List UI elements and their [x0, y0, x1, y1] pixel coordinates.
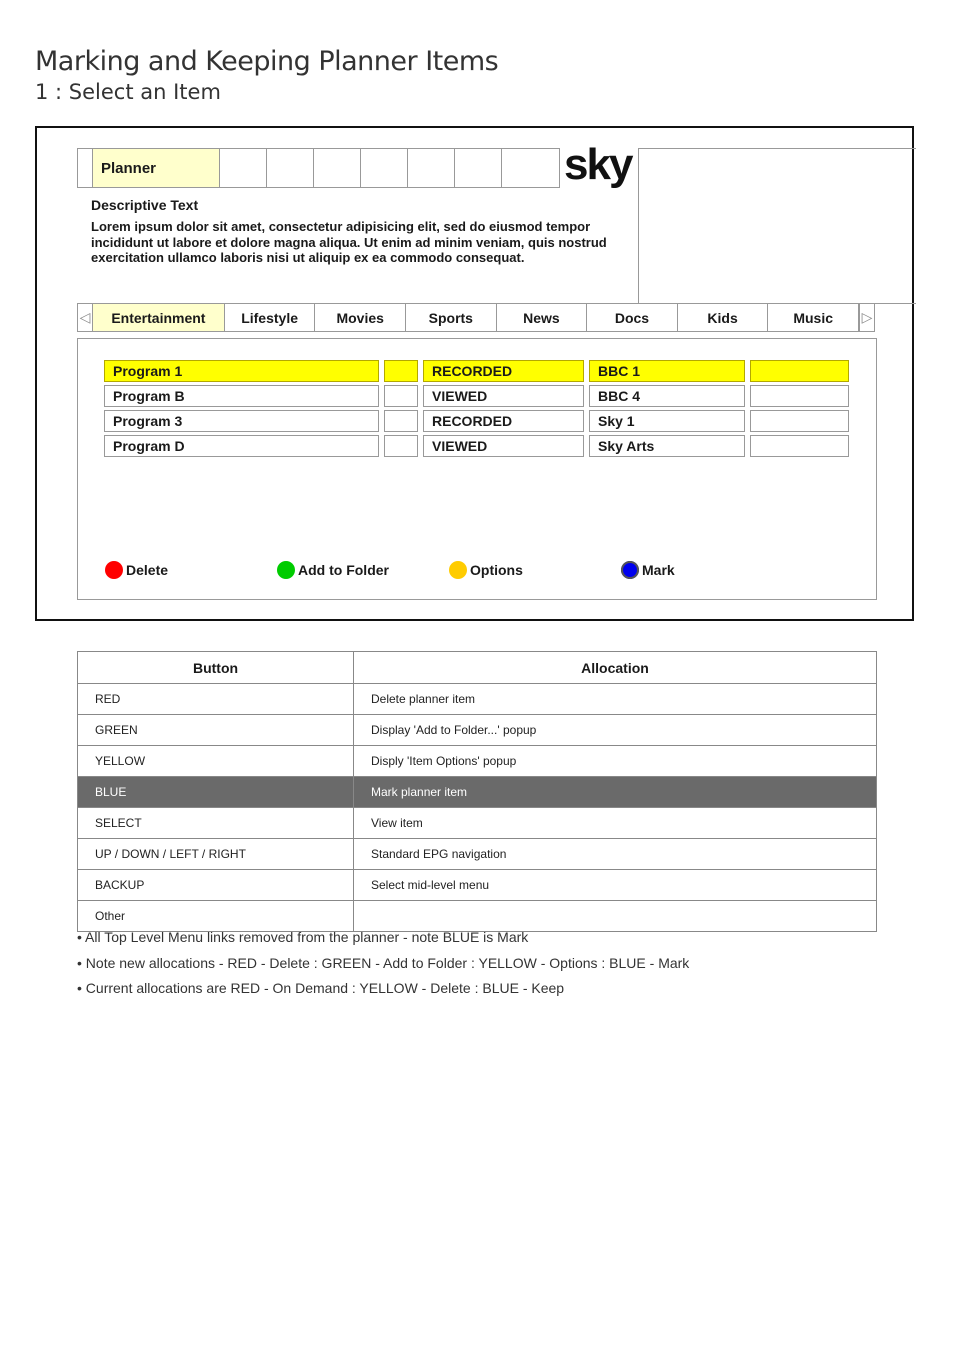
table-row — [78, 901, 877, 932]
allocation-cell: Mark planner item — [354, 777, 877, 808]
table-row-highlighted — [78, 777, 877, 808]
button-cell: GREEN — [78, 715, 354, 746]
tabstrip-lead-cell — [78, 149, 93, 187]
mark-cell — [384, 385, 418, 407]
page-title: Marking and Keeping Planner Items — [35, 46, 499, 77]
description-heading: Descriptive Text — [91, 197, 199, 213]
table-header-row — [78, 652, 877, 684]
chevron-left-icon[interactable]: ◁ — [78, 304, 93, 331]
tab-news[interactable]: News — [497, 304, 588, 331]
extra-cell — [750, 385, 849, 407]
program-channel: Sky Arts — [589, 435, 745, 457]
column-header-allocation: Allocation — [354, 652, 877, 684]
button-cell: BACKUP — [78, 870, 354, 901]
tab-entertainment[interactable]: Entertainment — [93, 304, 225, 331]
tab-movies[interactable]: Movies — [315, 304, 406, 331]
allocation-cell: View item — [354, 808, 877, 839]
tabstrip-empty-cell — [220, 149, 267, 187]
button-cell: BLUE — [78, 777, 354, 808]
program-status: VIEWED — [423, 385, 584, 407]
mark-cell — [384, 410, 418, 432]
add-to-folder-button[interactable] — [277, 561, 389, 579]
allocation-cell — [354, 901, 877, 932]
tabstrip-empty-cell — [502, 149, 548, 187]
blue-dot-icon — [621, 561, 639, 579]
table-row — [78, 746, 877, 777]
mark-button[interactable] — [621, 561, 675, 579]
program-status: RECORDED — [423, 360, 584, 382]
allocation-cell: Display 'Add to Folder...' popup — [354, 715, 877, 746]
tab-sports[interactable]: Sports — [406, 304, 497, 331]
note-item: • Note new allocations - RED - Delete : GREEN - Add to Folder : YELLOW - Options : BLUE - Mark — [77, 954, 690, 971]
tab-docs[interactable]: Docs — [587, 304, 678, 331]
program-title: Program 1 — [104, 360, 379, 382]
yellow-dot-icon — [449, 561, 467, 579]
preview-window — [638, 148, 916, 304]
program-status: VIEWED — [423, 435, 584, 457]
page-subtitle: 1 : Select an Item — [35, 80, 221, 104]
tabstrip-empty-cell — [314, 149, 361, 187]
allocation-table — [77, 651, 877, 932]
table-row — [78, 839, 877, 870]
button-cell: YELLOW — [78, 746, 354, 777]
extra-cell — [750, 435, 849, 457]
extra-cell — [750, 410, 849, 432]
program-channel: BBC 1 — [589, 360, 745, 382]
column-header-button: Button — [78, 652, 354, 684]
mark-cell — [384, 435, 418, 457]
tabstrip-empty-cell — [408, 149, 455, 187]
tabstrip-empty-cell — [267, 149, 314, 187]
button-cell: UP / DOWN / LEFT / RIGHT — [78, 839, 354, 870]
table-row — [78, 808, 877, 839]
category-menu — [77, 303, 875, 332]
tabstrip-empty-cell — [455, 149, 502, 187]
allocation-cell: Delete planner item — [354, 684, 877, 715]
extra-cell — [750, 360, 849, 382]
mark-cell — [384, 360, 418, 382]
table-row — [78, 684, 877, 715]
button-cell: SELECT — [78, 808, 354, 839]
table-row — [78, 870, 877, 901]
note-item: • All Top Level Menu links removed from the planner - note BLUE is Mark — [77, 929, 529, 945]
tabstrip-empty-cell — [361, 149, 408, 187]
program-title: Program B — [104, 385, 379, 407]
red-dot-icon — [105, 561, 123, 579]
sky-logo: sky — [564, 140, 632, 189]
allocation-cell: Select mid-level menu — [354, 870, 877, 901]
button-cell: Other — [78, 901, 354, 932]
chevron-right-icon[interactable]: ▷ — [859, 304, 874, 331]
program-status: RECORDED — [423, 410, 584, 432]
program-channel: Sky 1 — [589, 410, 745, 432]
tab-kids[interactable]: Kids — [678, 304, 769, 331]
add-to-folder-label: Add to Folder — [298, 562, 389, 578]
description-body: Lorem ipsum dolor sit amet, consectetur adipisicing elit, sed do eiusmod tempor incididunt ut labore et dolore magna aliqua. Ut enim ad minim veniam, quis nostrud exercitation ullamco laboris nisi ut aliquip ex ea commodo consequat. — [91, 219, 607, 265]
tab-lifestyle[interactable]: Lifestyle — [225, 304, 316, 331]
options-label: Options — [470, 562, 523, 578]
mark-label: Mark — [642, 562, 675, 578]
allocation-cell: Disply 'Item Options' popup — [354, 746, 877, 777]
delete-label: Delete — [126, 562, 169, 578]
planner-tabstrip — [77, 148, 560, 188]
table-row — [78, 715, 877, 746]
green-dot-icon — [277, 561, 295, 579]
program-channel: BBC 4 — [589, 385, 745, 407]
planner-tab[interactable]: Planner — [93, 149, 220, 187]
notes-list — [77, 928, 689, 1005]
button-cell: RED — [78, 684, 354, 715]
tab-music[interactable]: Music — [768, 304, 859, 331]
program-title: Program D — [104, 435, 379, 457]
note-item: • Current allocations are RED - On Demand : YELLOW - Delete : BLUE - Keep — [77, 980, 565, 996]
delete-button[interactable] — [105, 561, 168, 579]
allocation-cell: Standard EPG navigation — [354, 839, 877, 870]
options-button[interactable] — [449, 561, 523, 579]
program-title: Program 3 — [104, 410, 379, 432]
